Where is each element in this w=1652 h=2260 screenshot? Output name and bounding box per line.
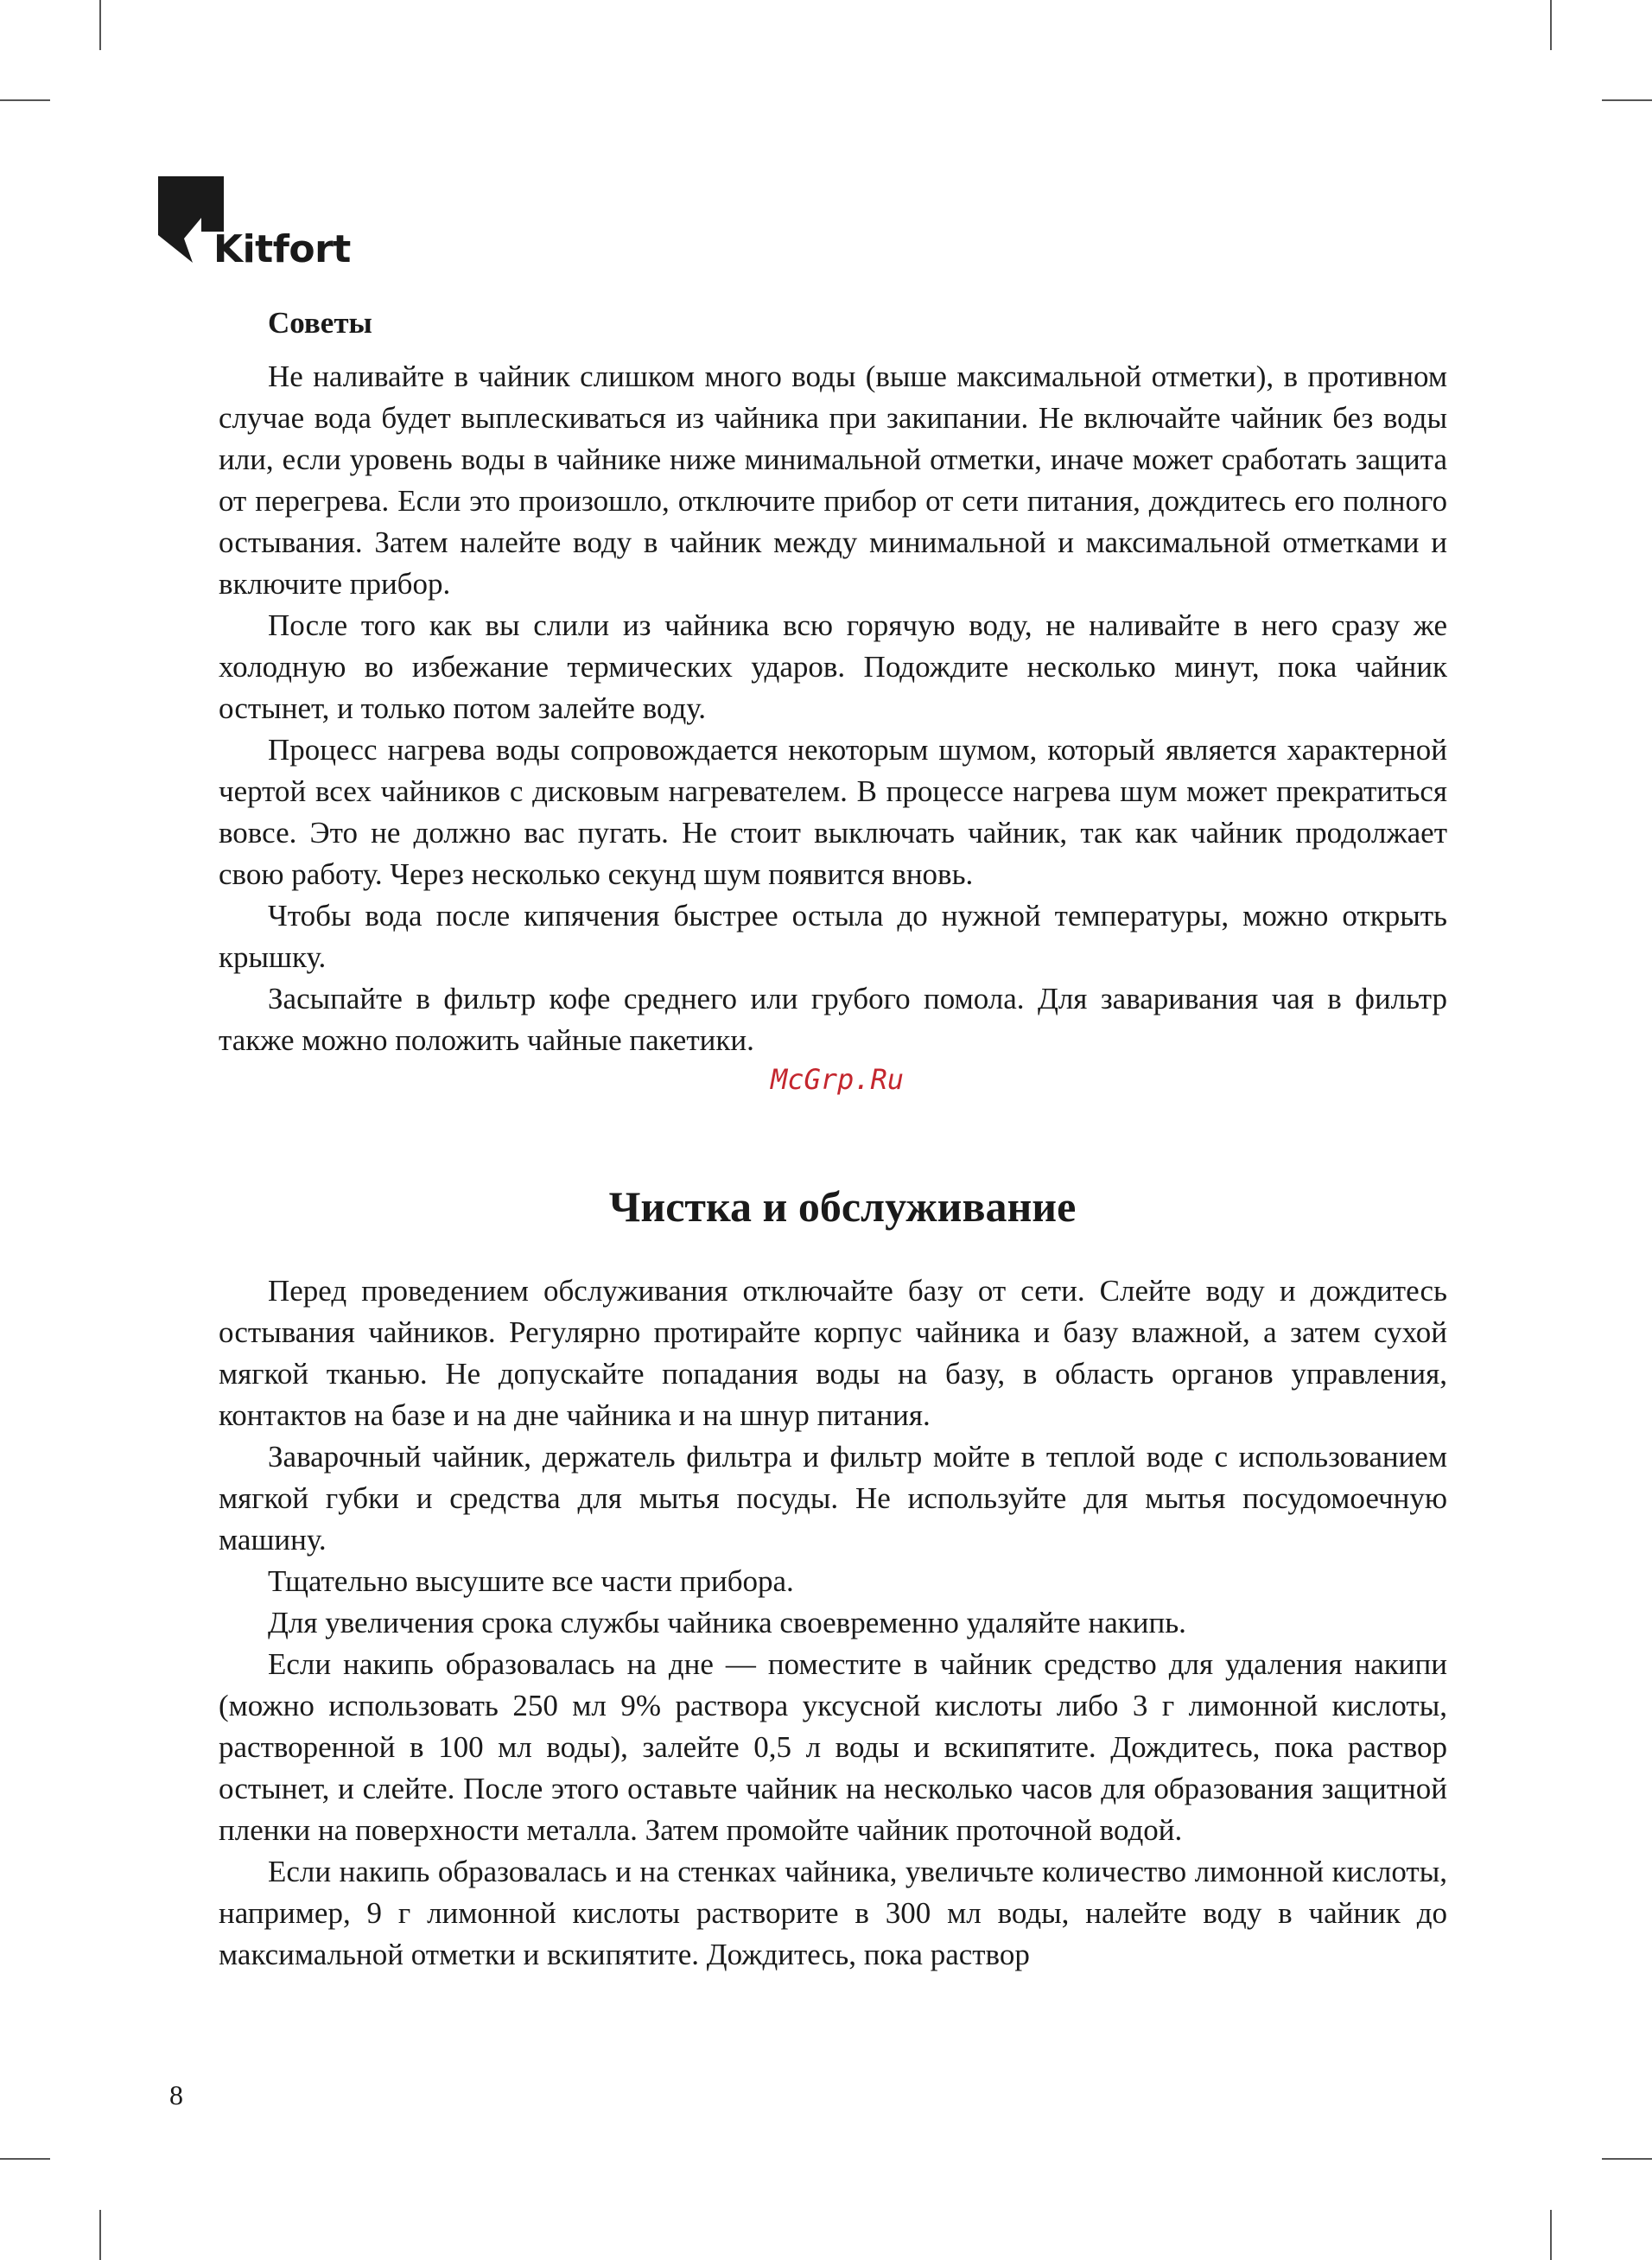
crop-mark-left-bottom [0, 2158, 50, 2160]
cleaning-paragraph: Если накипь образовалась и на стенках чайника, увеличьте количество лимонной кислоты, например, 9 г лимонной кислоты растворите в 300 мл воды, налейте воду в чайник до максимальной отметки и вскипятите. Дождитесь, пока раствор [219, 1855, 1447, 1971]
tips-paragraph: Чтобы вода после кипячения быстрее остыла до нужной температуры, можно открыть крышку. [219, 899, 1447, 974]
brand-logo [158, 176, 351, 271]
crop-mark-top-left [99, 0, 101, 50]
cleaning-paragraph: Заварочный чайник, держатель фильтра и фильтр мойте в теплой воде с использованием мягкой губки и средства для мытья посуды. Не используйте для мытья посудомоечную машину. [219, 1440, 1447, 1557]
crop-mark-right-bottom [1602, 2158, 1652, 2160]
crop-mark-bottom-right [1550, 2210, 1552, 2260]
tips-paragraph: После того как вы слили из чайника всю горячую воду, не наливайте в него сразу же холодную во избежание термических ударов. Подождите несколько минут, пока чайник остынет, и только потом залейте воду. [219, 608, 1447, 725]
crop-mark-left-top [0, 99, 50, 101]
crop-mark-top-right [1550, 0, 1552, 50]
brand-name: Kitfort [213, 227, 351, 271]
tips-paragraph: Процесс нагрева воды сопровождается некоторым шумом, который является характерной чертой всех чайников с дисковым нагревателем. В процессе нагрева шум может прекратиться вовсе. Это не должно вас пугать. Не стоит выключать чайник, так как чайник продолжает свою работу. Через несколько секунд шум появится вновь. [219, 733, 1447, 891]
cleaning-paragraph: Перед проведением обслуживания отключайте базу от сети. Слейте воду и дождитесь остывания чайников. Регулярно протирайте корпус чайника и базу влажной, а затем сухой мягкой тканью. Не допускайте попадания воды на базу, в область органов управления, контактов на базе и на дне чайника и на шнур питания. [219, 1274, 1447, 1432]
page-content [219, 302, 1447, 1976]
crop-mark-right-top [1602, 99, 1652, 101]
tips-paragraph: Не наливайте в чайник слишком много воды (выше максимальной отметки), в противном случае вода будет выплескиваться из чайника при закипании. Не включайте чайник без воды или, если уровень воды в чайнике ниже минимальной отметки, иначе может сработать защита от перегрева. Если это произошло, отключите прибор от сети питания, дождитесь его полного остывания. Затем налейте воду в чайник между минимальной и максимальной отметками и включите прибор. [219, 360, 1447, 601]
tips-title: Советы [268, 306, 372, 340]
page-number: 8 [169, 2079, 183, 2110]
cleaning-paragraph: Если накипь образовалась на дне — поместите в чайник средство для удаления накипи (можно использовать 250 мл 9% раствора уксусной кислоты либо 3 г лимонной кислоты, растворенной в 100 мл воды), залейте 0,5 л воды и вскипятите. Дождитесь, пока раствор остынет, и слейте. После этого оставьте чайник на несколько часов для образования защитной пленки на поверхности металла. Затем промойте чайник проточной водой. [219, 1647, 1447, 1847]
chapter-title: Чистка и обслуживание [608, 1182, 1077, 1231]
cleaning-paragraph: Для увеличения срока службы чайника своевременно удаляйте накипь. [268, 1606, 1186, 1639]
crop-mark-bottom-left [99, 2210, 101, 2260]
cleaning-paragraph: Тщательно высушите все части прибора. [268, 1564, 794, 1598]
watermark-link[interactable]: McGrp.Ru [770, 1063, 905, 1096]
tips-paragraph: Засыпайте в фильтр кофе среднего или грубого помола. Для заваривания чая в фильтр также можно положить чайные пакетики. [219, 982, 1447, 1057]
